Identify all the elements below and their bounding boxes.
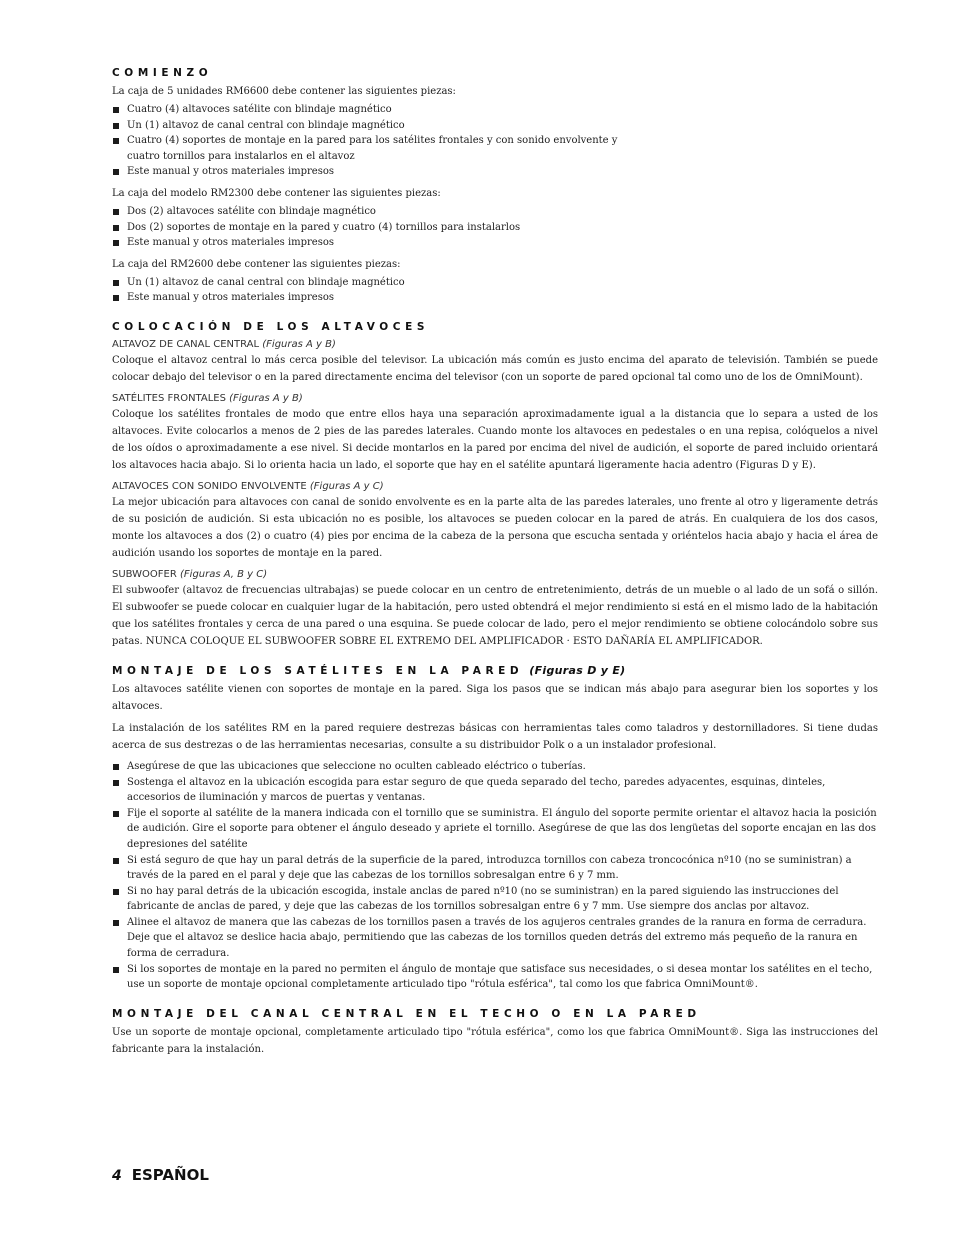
- rm6600-parts-list: [112, 102, 632, 180]
- figure-reference: (Figuras A y C): [309, 480, 384, 492]
- list-item: Este manual y otros materiales impresos: [112, 164, 632, 180]
- montaje-steps-list: [112, 759, 878, 993]
- figure-reference: (Figuras A, B y C): [180, 568, 268, 580]
- list-item: Cuatro (4) altavoces satélite con blindaje magnético: [112, 102, 632, 118]
- list-item: Este manual y otros materiales impresos: [112, 235, 878, 251]
- canal-central-text: Coloque el altavoz central lo más cerca posible del televisor. La ubicación más común es justo encima del aparato de televisión. También se puede colocar debajo del televisor o en la pared directamente encima del televisor (con un soporte de pared opcional tal como uno de los de OmniMount).: [112, 354, 878, 383]
- section-heading-colocacion: COLOCACIÓN DE LOS ALTAVOCES: [112, 320, 430, 333]
- canal-central-mount-text: Use un soporte de montaje opcional, completamente articulado tipo "rótula esférica", como los que fabrica OmniMount®. Siga las instrucciones del fabricante para la instalación.: [112, 1026, 878, 1055]
- figure-reference: (Figuras D y E): [529, 663, 626, 677]
- comienzo-intro-rm2300: La caja del modelo RM2300 debe contener las siguientes piezas:: [112, 187, 441, 199]
- subheading-satelites-frontales: [112, 391, 878, 406]
- montaje-destrezas: La instalación de los satélites RM en la pared requiere destrezas básicas con herramientas tales como taladros y destornilladores. Si tiene dudas acerca de sus destrezas o de las herramientas necesarias, consulte a su distribuidor Polk o a un instalador profesional.: [112, 722, 878, 751]
- subheading-label: SUBWOOFER: [112, 568, 177, 580]
- figure-reference: (Figuras A y B): [262, 338, 336, 350]
- section-heading-montaje-satelites: [112, 664, 878, 678]
- list-item: Dos (2) altavoces satélite con blindaje magnético: [112, 204, 878, 220]
- list-item: Cuatro (4) soportes de montaje en la pared para los satélites frontales y con sonido envolvente y cuatro tornillos para instalarlos en el altavoz: [112, 133, 632, 164]
- list-item: Si los soportes de montaje en la pared no permiten el ángulo de montaje que satisface sus necesidades, o si desea montar los satélites en el techo, use un soporte de montaje opcional completamente articulado tipo "rótula esférica", tal como los que fabrica OmniMount®.: [112, 962, 878, 993]
- page-content: [112, 66, 878, 1058]
- list-item: Sostenga el altavoz en la ubicación escogida para estar seguro de que queda separado del techo, paredes adyacentes, esquinas, dinteles, accesorios de iluminación y marcos de puertas y ventanas.: [112, 775, 878, 806]
- comienzo-intro-rm2600: La caja del RM2600 debe contener las siguientes piezas:: [112, 258, 401, 270]
- section-heading-montaje-canal-central: MONTAJE DEL CANAL CENTRAL EN EL TECHO O EN LA PARED: [112, 1007, 701, 1020]
- comienzo-intro-rm6600: La caja de 5 unidades RM6600 debe contener las siguientes piezas:: [112, 86, 456, 97]
- sonido-envolvente-text: La mejor ubicación para altavoces con canal de sonido envolvente es en la parte alta de las paredes laterales, uno frente al otro y ligeramente detrás de su posición de audición. Si esta ubicación no es posible, los altavoces se pueden colocar en la pared de atrás. En cualquiera de los dos casos, monte los altavoces a dos (2) o cuatro (4) pies por encima de la cabeza de la persona que escucha sentada y oriéntelos hacia abajo y hacia el área de audición usando los soportes de montaje en la pared.: [112, 496, 878, 559]
- page-number: 4: [112, 1168, 122, 1184]
- list-item: Si no hay paral detrás de la ubicación escogida, instale anclas de pared nº10 (no se suministran) en la pared siguiendo las instrucciones del fabricante de anclas de pared, y deje que las cabezas de los tornillos sobresalgan entre 6 y 7 mm. Use siempre dos anclas por altavoz.: [112, 884, 878, 915]
- subheading-label: ALTAVOZ DE CANAL CENTRAL: [112, 338, 260, 350]
- list-item: Alinee el altavoz de manera que las cabezas de los tornillos pasen a través de los agujeros centrales grandes de la ranura en forma de cerradura. Deje que el altavoz se deslice hacia abajo, permitiendo que las cabezas de los tornillos queden detrás del extremo más pequeño de la ranura en forma de cerradura.: [112, 915, 878, 962]
- list-item: Dos (2) soportes de montaje en la pared y cuatro (4) tornillos para instalarlos: [112, 220, 878, 236]
- list-item: Un (1) altavoz de canal central con blindaje magnético: [112, 118, 632, 134]
- list-item: Un (1) altavoz de canal central con blindaje magnético: [112, 275, 878, 291]
- language-label: ESPAÑOL: [131, 1166, 209, 1184]
- section-heading-comienzo: COMIENZO: [112, 67, 213, 79]
- rm2300-parts-list: [112, 204, 878, 251]
- subheading-canal-central: [112, 337, 878, 352]
- list-item: Este manual y otros materiales impresos: [112, 290, 878, 306]
- figure-reference: (Figuras A y B): [229, 392, 303, 404]
- subheading-subwoofer: [112, 567, 878, 582]
- list-item: Fije el soporte al satélite de la manera indicada con el tornillo que se suministra. El ángulo del soporte permite orientar el altavoz hacia la posición de audición. Gire el soporte para obtener el ángulo deseado y apriete el tornillo. Asegúrese de que las dos lengüetas del soporte encajan en las dos depresiones del satélite: [112, 806, 878, 853]
- subheading-sonido-envolvente: [112, 479, 878, 494]
- subheading-label: ALTAVOCES CON SONIDO ENVOLVENTE: [112, 480, 307, 492]
- subheading-label: SATÉLITES FRONTALES: [112, 392, 226, 404]
- heading-text: MONTAJE DE LOS SATÉLITES EN LA PARED: [112, 664, 524, 677]
- list-item: Asegúrese de que las ubicaciones que seleccione no oculten cableado eléctrico o tuberías.: [112, 759, 878, 775]
- montaje-intro: Los altavoces satélite vienen con soportes de montaje en la pared. Siga los pasos que se indican más abajo para asegurar bien los soportes y los altavoces.: [112, 683, 878, 712]
- page-footer: [112, 1166, 209, 1184]
- rm2600-parts-list: [112, 275, 878, 306]
- satelites-frontales-text: Coloque los satélites frontales de modo que entre ellos haya una separación aproximadamente igual a la distancia que lo separa a usted de los altavoces. Evite colocarlos a menos de 2 pies de las paredes laterales. Cuando monte los altavoces en pedestales o en una repisa, colóquelos a nivel de los oídos o aproximadamente a ese nivel. Si decide montarlos en la pared por encima del nivel de audición, el soporte de pared incluido orientará los altavoces hacia abajo. Si lo orienta hacia un lado, el soporte que hay en el satélite apuntará ligeramente hacia adentro (Figuras D y E).: [112, 408, 878, 471]
- subwoofer-text: El subwoofer (altavoz de frecuencias ultrabajas) se puede colocar en un centro de entretenimiento, detrás de un mueble o al lado de un sofá o sillón. El subwoofer se puede colocar en cualquier lugar de la habitación, pero usted obtendrá el mejor rendimiento si está en el mismo lado de la habitación que los satélites frontales y cerca de una pared o una esquina. Se puede colocar de lado, pero el mejor rendimiento se obtiene colocándolo sobre sus patas. NUNCA COLOQUE EL SUBWOOFER SOBRE EL EXTREMO DEL AMPLIFICADOR · ESTO DAÑARÍA EL AMPLIFICADOR.: [112, 584, 878, 647]
- list-item: Si está seguro de que hay un paral detrás de la superficie de la pared, introduzca tornillos con cabeza troncocónica nº10 (no se suministran) a través de la pared en el paral y deje que las cabezas de los tornillos sobresalgan entre 6 y 7 mm.: [112, 853, 878, 884]
